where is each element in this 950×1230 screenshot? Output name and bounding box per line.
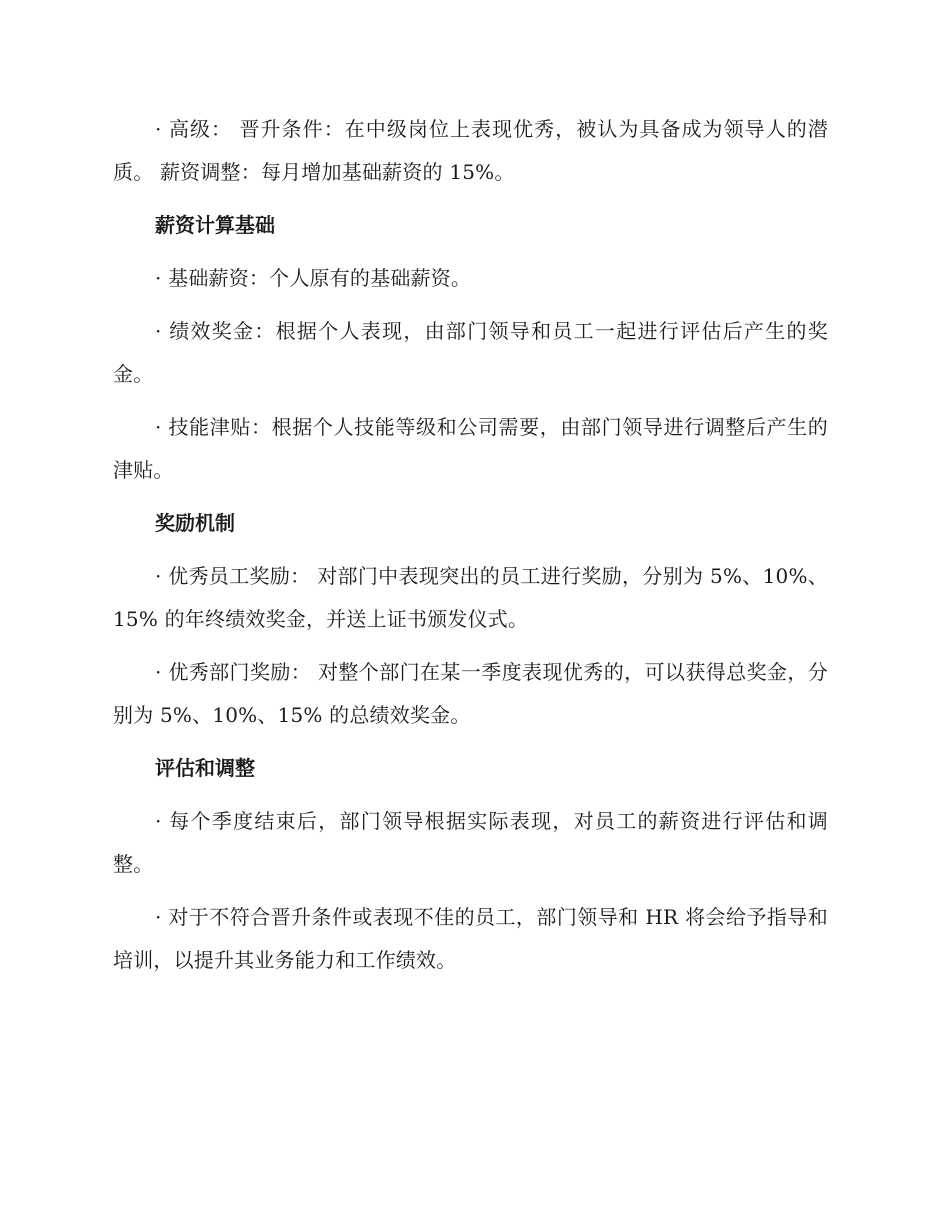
department-award-paragraph: · 优秀部门奖励： 对整个部门在某一季度表现优秀的，可以获得总奖金，分别为 5%、10%、15% 的总绩效奖金。 — [113, 660, 828, 727]
base-salary-paragraph: · 基础薪资：个人原有的基础薪资。 — [155, 266, 472, 290]
performance-bonus-paragraph: · 绩效奖金：根据个人表现，由部门领导和员工一起进行评估后产生的奖金。 — [113, 319, 828, 386]
section-heading-rewards: 奖励机制 — [155, 511, 235, 535]
quarterly-review-paragraph: · 每个季度结束后，部门领导根据实际表现，对员工的薪资进行评估和调整。 — [113, 809, 828, 876]
section-heading-salary-basis: 薪资计算基础 — [155, 213, 275, 237]
document-page — [113, 108, 828, 992]
senior-level-paragraph: · 高级： 晋升条件：在中级岗位上表现优秀，被认为具备成为领导人的潜质。 薪资调整：每月增加基础薪资的 15%。 — [113, 117, 828, 184]
section-heading-evaluation: 评估和调整 — [155, 756, 255, 780]
employee-award-paragraph: · 优秀员工奖励： 对部门中表现突出的员工进行奖励，分别为 5%、10%、15% 的年终绩效奖金，并送上证书颁发仪式。 — [113, 564, 828, 631]
training-paragraph: · 对于不符合晋升条件或表现不佳的员工，部门领导和 HR 将会给予指导和培训，以提升其业务能力和工作绩效。 — [113, 905, 828, 972]
skill-allowance-paragraph: · 技能津贴：根据个人技能等级和公司需要，由部门领导进行调整后产生的津贴。 — [113, 415, 828, 482]
